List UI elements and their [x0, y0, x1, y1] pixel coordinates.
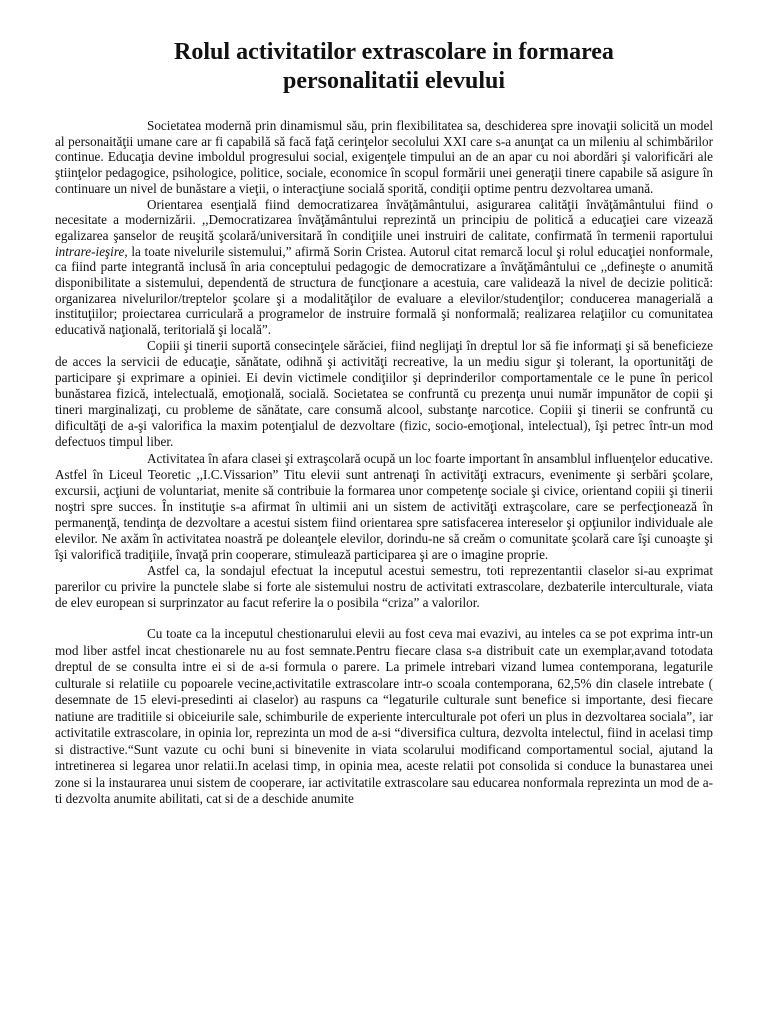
paragraph-1: Societatea modernă prin dinamismul său, prin flexibilitatea sa, deschiderea spre inovaţii solicită un model al personaităţii umane care ar fi capabilă să facă faţă cerinţelor secolului XXI care s-a anunţat ca un mileniu al schimbărilor continue. Educaţia devine imboldul progresului social, exigenţele timpului an de an apar cu noi abordări şi valorificări ale ştiinţelor pedagogice, psihologice, politice, sociale, economice în scopul formării unei generaţii tinere capabile să asigure în continuare un nivel de bunăstare a vieţii, o interacţiune socială sporită, condiţii optime pentru dezvoltarea umană.: [55, 118, 713, 196]
page-title: [55, 38, 713, 96]
paragraph-3: Copiii şi tinerii suportă consecinţele sărăciei, fiind neglijaţi în dreptul lor să fie informaţi şi să beneficieze de acces la servicii de educaţie, sănătate, odihnă şi activităţi recreative, la un mediu sigur şi tolerant, la oportunităţi de participare şi exprimare a opiniei. Ei devin victimele condiţiilor şi deprinderilor comportamentale ce le pune în pericol bunăstarea fizică, intelectuală, emoţională, socială. Societatea se confruntă cu prezenţa unui număr impunător de copii şi tineri marginalizaţi, cu probleme de sănătate, care consumă alcool, substanţe narcotice. Copiii şi tinerii se confruntă cu dificultăţi de a-şi valorifica la maxim potenţialul de dezvoltare (fizic, socio-emoţional, intelectual), îşi petrec într-un mod defectuos timpul liber.: [55, 337, 713, 450]
paragraph-2-continuation: , la toate nivelurile sistemului,” afirmă Sorin Cristea. Autorul citat remarcă locul şi rolul educaţiei nonformale, ca fiind parte integrantă inclusă în aria conceptului pedagogic de democratizare a învăţământului ce ,,defineşte o anumită disponibilitate a sistemului, dependentă de structura de funcţionare a acestuia, care validează la nivel de decizie politică: organizarea nivelurilor/treptelor şcolare şi a modalităţilor de evaluare a elevilor/studenţilor; conducerea managerială a instituţiilor; proiectarea curriculară a programelor de instruire formală şi nonformală; realizarea relaţiilor cu comunitatea educativă naţională, teritorială şi locală”.: [55, 243, 713, 338]
paragraph-4: Activitatea în afara clasei şi extraşcolară ocupă un loc foarte important în ansamblul influenţelor educative. Astfel în Liceul Teoretic ,,I.C.Vissarion” Titu elevii sunt antrenaţi în activităţi extracurs, evenimente şi serbări şcolare, excursii, acţiuni de voluntariat, menite să contribuie la formarea unor competenţe sociale şi civice, orientand copiii şi tinerii noştri spre succes. În instituţie s-a afirmat în ultimii ani un sistem de activităţi extraşcolare, care se perfecţionează în permanenţă, tendinţa de dezvoltare a acestui sistem fiind orientarea spre satisfacerea intereselor şi opţiunilor individuale ale elevilor. Ne axăm în activitatea noastră pe doleanţele elevilor, dorindu-ne să creăm o comunitate şcolară care îşi cunoaşte şi îşi valorifică tradiţiile, învaţă prin cooperare, stimulează participarea şi are o imagine proprie.: [55, 450, 713, 563]
paragraph-5: Astfel ca, la sondajul efectuat la inceputul acestui semestru, toti reprezentantii claselor si-au exprimat parerilor cu privire la punctele slabe si forte ale sistemului nostru de activitati extrascolare, dezbaterile interculturale, viata de elev european si surprinzator au facut referire la o posibila “criza” a valorilor.: [55, 563, 713, 611]
title-line-1: Rolul activitatilor extrascolare in formarea: [174, 39, 614, 65]
title-line-2: personalitatii elevului: [283, 68, 505, 94]
paragraph-2-text: Orientarea esenţială fiind democratizarea învăţământului, asigurarea calităţii învăţământului fiind o necesitate a modernizării. ,,Democratizarea învăţământului reprezintă un principiu de politică a educaţiei care vizează egalizarea şanselor de reuşită şcolară/universitară în condiţiile unei instruiri de calitate, confirmată în termenii raportului: [55, 196, 713, 243]
document-page: [55, 38, 713, 808]
paragraph-2: [55, 197, 713, 338]
paragraph-6: Cu toate ca la inceputul chestionarului elevii au fost ceva mai evazivi, au inteles ca se pot exprima intr-un mod liber astfel incat chestionarele nu au fost semnate.Pentru fiecare clasa s-a distribuit cate un exemplar,avand totodata dreptul de se consulta intre ei si de a-si formula o parere. La primele intrebari vizand lumea contemporana, legaturile culturale si relatiile cu popoarele vecine,activitatile extrascolare intr-o scoala contemporana, 62,5% din clasele intrebate ( desemnate de 15 elevi-presedinti ai claselor) au raspuns ca “legaturile culturale sunt benefice si importante, desi fiecare natiune are traditiile si obiceiurile sale, schimburile de experiente interculturale pot oferi un plus in dezvoltarea sociala”, iar activitatile extrascolare, in opinia lor, reprezinta un mod de a-si “diversifica cultura, dezvolta intelectul, fiind in acelasi timp si distractive.“Sunt vazute cu ochi buni si binevenite in viata scolarului modificand comportamentul social, ajutand la intretinerea si legarea unor relatii.In acelasi timp, in opinia mea, aceste relatii pot consolida si conduce la bunastarea unei zone si la instaurarea unui sistem de cooperare, iar activitatile extrascolare sau educarea nonformala reprezinta un mod de a-ti dezvolta anumite abilitati, cat si de a deschide anumite: [55, 626, 713, 807]
paragraph-2-italic-term: intrare-ieşire: [55, 243, 125, 259]
